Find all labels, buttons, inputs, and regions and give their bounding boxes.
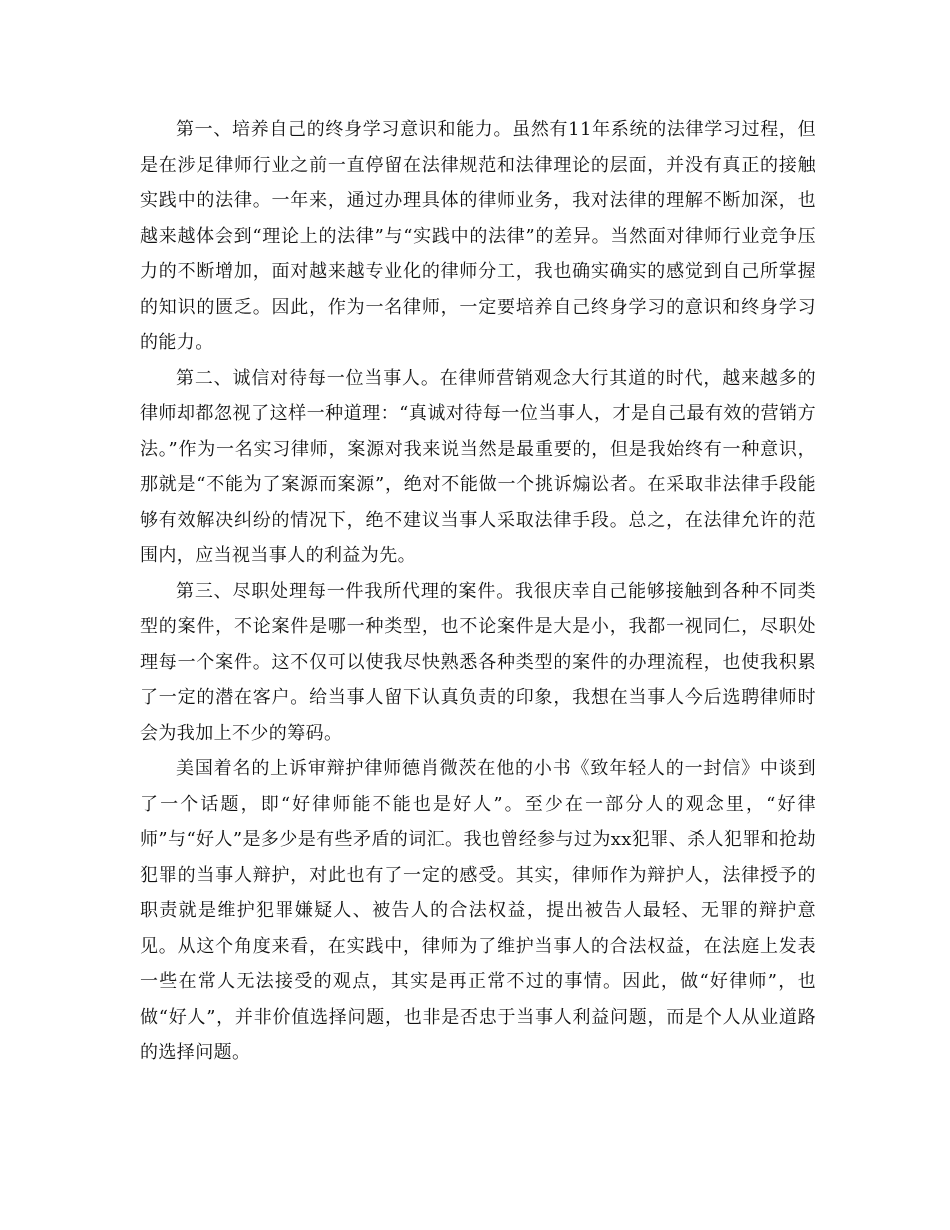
paragraph-integrity: 第二、诚信对待每一位当事人。在律师营销观念大行其道的时代，越来越多的律师却都忽视了这样一种道理：“真诚对待每一位当事人，才是自己最有效的营销方法。”作为一名实习律师，案源对我来说当然是最重要的，但是我始终有一种意识，那就是“不能为了案源而案源”，绝对不能做一个挑诉煽讼者。在采取非法律手段能够有效解决纠纷的情况下，绝不建议当事人采取法律手段。总之，在法律允许的范围内，应当视当事人的利益为先。 <box>140 367 816 566</box>
paragraph-lifelong-learning: 第一、培养自己的终身学习意识和能力。虽然有11年系统的法律学习过程，但是在涉足律师行业之前一直停留在法律规范和法律理论的层面，并没有真正的接触实践中的法律。一年来，通过办理具体的律师业务，我对法律的理解不断加深，也越来越体会到“理论上的法律”与“实践中的法律”的差异。当然面对律师行业竞争压力的不断增加，面对越来越专业化的律师分工，我也确实确实的感觉到自己所掌握的知识的匮乏。因此，作为一名律师，一定要培养自己终身学习的意识和终身学习的能力。 <box>140 119 816 353</box>
paragraph-good-lawyer: 美国着名的上诉审辩护律师德肖微茨在他的小书《致年轻人的一封信》中谈到了一个话题，即“好律师能不能也是好人”。至少在一部分人的观念里，“好律师”与“好人”是多少是有些矛盾的词汇。我也曾经参与过为xx犯罪、杀人犯罪和抢劫犯罪的当事人辩护，对此也有了一定的感受。其实，律师作为辩护人，法律授予的职责就是维护犯罪嫌疑人、被告人的合法权益，提出被告人最轻、无罪的辩护意见。从这个角度来看，在实践中，律师为了维护当事人的合法权益，在法庭上发表一些在常人无法接受的观点，其实是再正常不过的事情。因此，做“好律师”，也做“好人”，并非价值选择问题，也非是否忠于当事人利益问题，而是个人从业道路的选择问题。 <box>140 758 816 1063</box>
document-body <box>140 112 816 1071</box>
paragraph-diligence: 第三、尽职处理每一件我所代理的案件。我很庆幸自己能够接触到各种不同类型的案件，不论案件是哪一种类型，也不论案件是大是小，我都一视同仁，尽职处理每一个案件。这不仅可以使我尽快熟悉各种类型的案件的办理流程，也使我积累了一定的潜在客户。给当事人留下认真负责的印象，我想在当事人今后选聘律师时会为我加上不少的筹码。 <box>140 580 816 744</box>
